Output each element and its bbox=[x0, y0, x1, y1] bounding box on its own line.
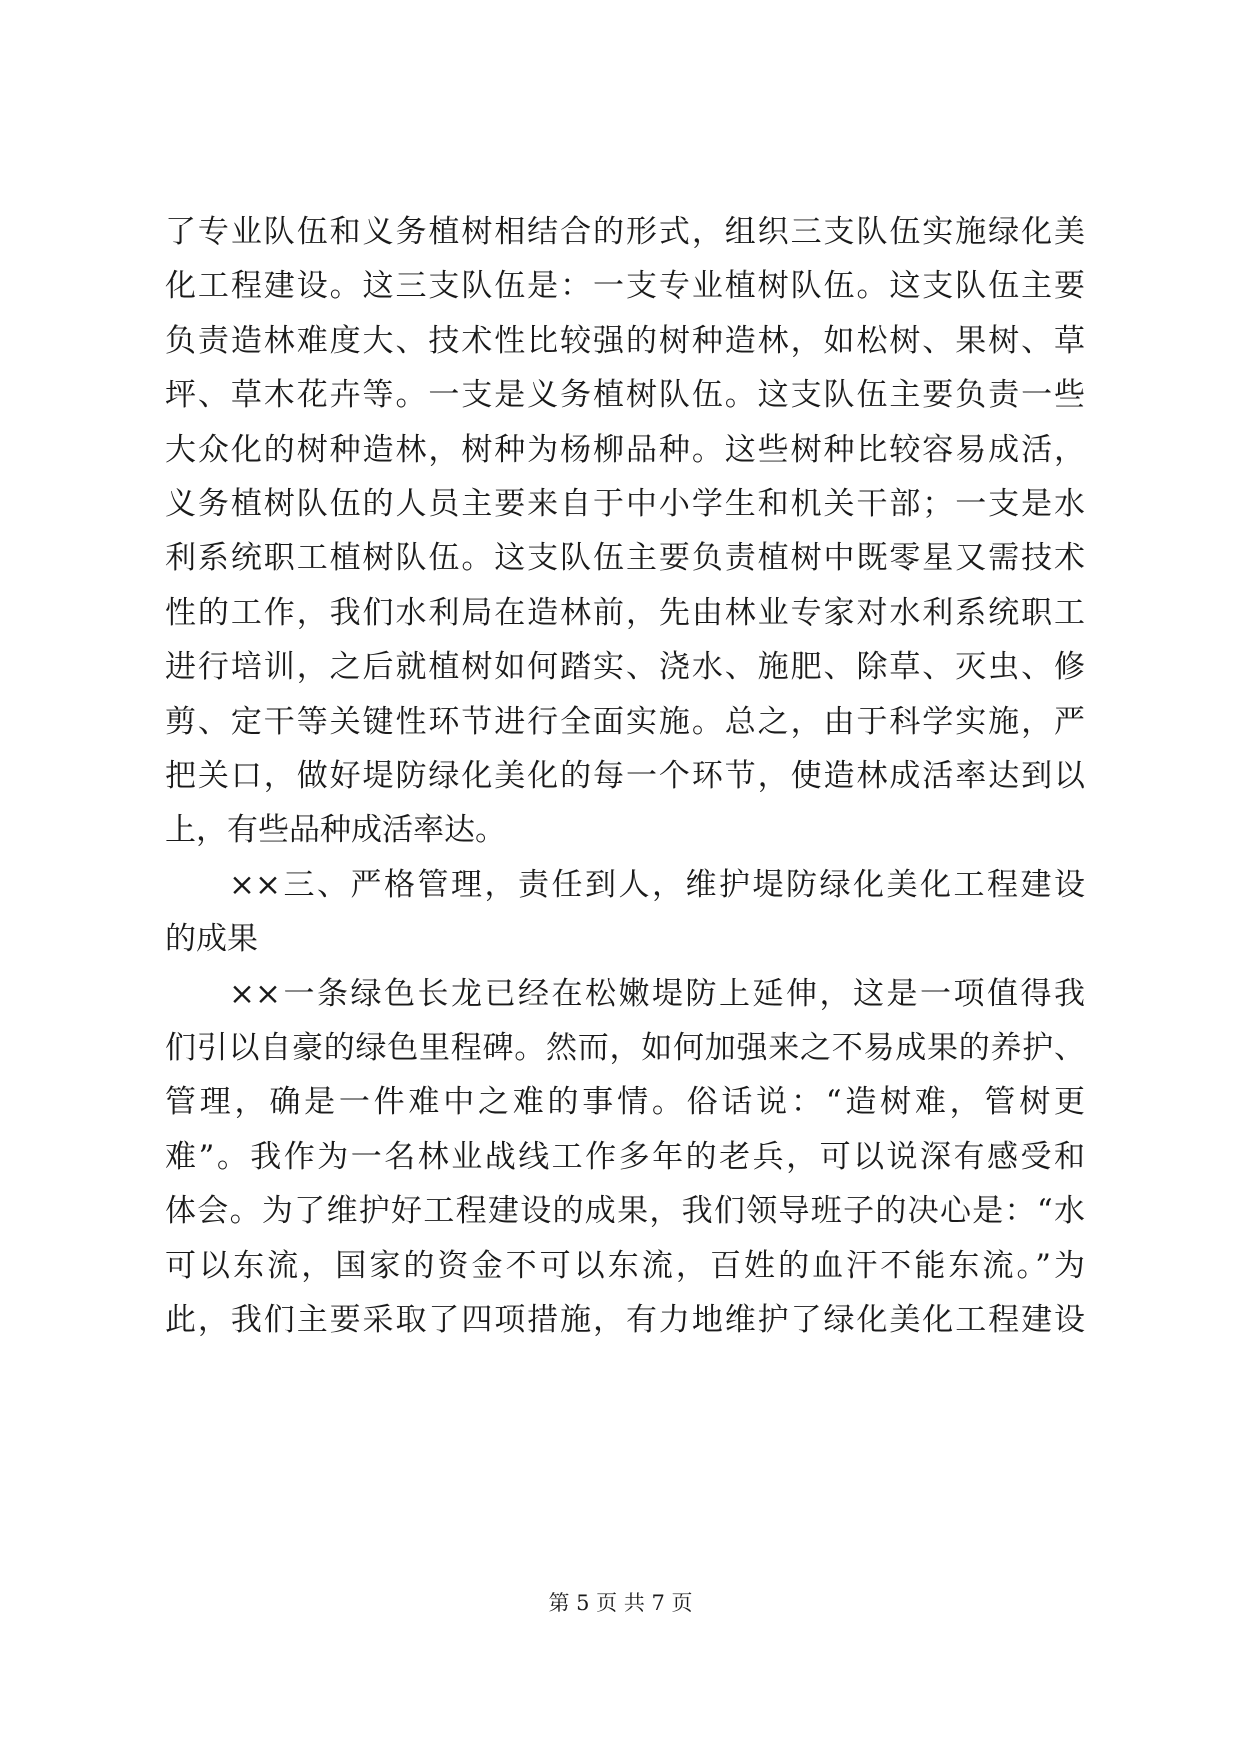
body-line: 上，有些品种成活率达。 bbox=[165, 812, 506, 849]
page-footer: 第 5 页 共 7 页 bbox=[548, 1591, 693, 1615]
body-line: 难”。我作为一名林业战线工作多年的老兵，可以说深有感受和 bbox=[165, 1138, 1085, 1175]
body-line: 们引以自豪的绿色里程碑。然而，如何加强来之不易成果的养护、 bbox=[165, 1030, 1085, 1066]
body-line: 把关口，做好堤防绿化美化的每一个环节，使造林成活率达到以 bbox=[165, 758, 1085, 794]
body-line: 利系统职工植树队伍。这支队伍主要负责植树中既零星又需技术 bbox=[165, 540, 1085, 577]
body-line: 了专业队伍和义务植树相结合的形式，组织三支队伍实施绿化美 bbox=[165, 214, 1085, 250]
body-line: 义务植树队伍的人员主要来自于中小学生和机关干部；一支是水 bbox=[165, 486, 1085, 522]
body-line: 负责造林难度大、技术性比较强的树种造林，如松树、果树、草 bbox=[165, 322, 1085, 359]
body-line: 化工程建设。这三支队伍是：一支专业植树队伍。这支队伍主要 bbox=[165, 268, 1085, 305]
body-line: 进行培训，之后就植树如何踏实、浇水、施肥、除草、灭虫、修 bbox=[165, 649, 1085, 686]
body-line: 大众化的树种造林，树种为杨柳品种。这些树种比较容易成活， bbox=[165, 431, 1085, 468]
body-line: ××三、严格管理，责任到人，维护堤防绿化美化工程建设 bbox=[229, 866, 1085, 903]
body-line: 性的工作，我们水利局在造林前，先由林业专家对水利系统职工 bbox=[165, 594, 1085, 631]
body-line: 可以东流，国家的资金不可以东流，百姓的血汗不能东流。”为 bbox=[165, 1247, 1085, 1284]
body-line: ××一条绿色长龙已经在松嫩堤防上延伸，这是一项值得我 bbox=[229, 975, 1085, 1012]
body-line: 的成果 bbox=[165, 921, 258, 958]
body-line: 剪、定干等关键性环节进行全面实施。总之，由于科学实施，严 bbox=[165, 703, 1085, 740]
body-line: 体会。为了维护好工程建设的成果，我们领导班子的决心是：“水 bbox=[165, 1193, 1085, 1230]
body-line: 此，我们主要采取了四项措施，有力地维护了绿化美化工程建设 bbox=[165, 1302, 1085, 1338]
body-line: 管理，确是一件难中之难的事情。俗话说：“造树难，管树更 bbox=[165, 1084, 1085, 1121]
body-line: 坪、草木花卉等。一支是义务植树队伍。这支队伍主要负责一些 bbox=[165, 377, 1085, 414]
